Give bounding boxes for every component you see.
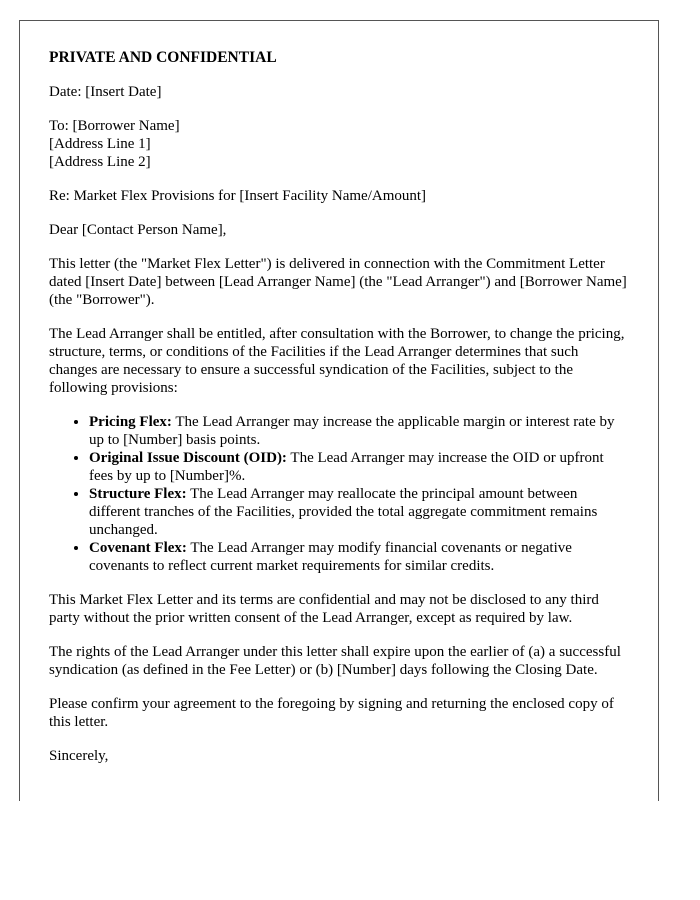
date-line: Date: [Insert Date]: [49, 84, 162, 100]
provisions-list: [49, 413, 629, 575]
provision-text: The Lead Arranger may modify financial covenants or negative covenants to reflect current market requirements for similar credits.: [89, 540, 572, 574]
recipient-block: [49, 117, 629, 171]
salutation: Dear [Contact Person Name],: [49, 222, 227, 238]
confidentiality-paragraph: This Market Flex Letter and its terms are confidential and may not be disclosed to any third party without the prior written consent of the Lead Arranger, except as required by law.: [49, 592, 599, 626]
confirmation-paragraph: Please confirm your agreement to the foregoing by signing and returning the enclosed copy of this letter.: [49, 696, 614, 730]
closing-line: Sincerely,: [49, 748, 109, 764]
provision-text: The Lead Arranger may reallocate the principal amount between different tranches of the Facilities, provided the total aggregate commitment remains unchanged.: [89, 486, 598, 538]
provision-item-pricing: [89, 413, 629, 449]
provision-term: Covenant Flex:: [89, 540, 187, 556]
provision-item-covenant: [89, 539, 629, 575]
expiry-paragraph: The rights of the Lead Arranger under this letter shall expire upon the earlier of (a) a successful syndication (as defined in the Fee Letter) or (b) [Number] days following the Closing Date.: [49, 644, 621, 678]
provision-text: The Lead Arranger may increase the applicable margin or interest rate by up to [Number] basis points.: [89, 414, 615, 448]
address-line-1: [Address Line 1]: [49, 136, 151, 152]
provision-term: Structure Flex:: [89, 486, 187, 502]
letter-heading: PRIVATE AND CONFIDENTIAL: [49, 49, 277, 66]
letter-page: [19, 20, 659, 801]
provision-term: Pricing Flex:: [89, 414, 172, 430]
provision-item-structure: [89, 485, 629, 539]
address-line-2: [Address Line 2]: [49, 154, 151, 170]
provision-text: The Lead Arranger may increase the OID or upfront fees by up to [Number]%.: [89, 450, 604, 484]
provision-item-oid: [89, 449, 629, 485]
intro-paragraph: This letter (the "Market Flex Letter") is delivered in connection with the Commitment Letter dated [Insert Date] between [Lead Arranger Name] (the "Lead Arranger") and [Borrower Name] (the "Borrower").: [49, 256, 627, 308]
entitlement-paragraph: The Lead Arranger shall be entitled, after consultation with the Borrower, to change the pricing, structure, terms, or conditions of the Facilities if the Lead Arranger determines that such changes are necessary to ensure a successful syndication of the Facilities, subject to the following provisions:: [49, 326, 625, 396]
subject-line: Re: Market Flex Provisions for [Insert Facility Name/Amount]: [49, 188, 427, 204]
provision-term: Original Issue Discount (OID):: [89, 450, 287, 466]
recipient-name: To: [Borrower Name]: [49, 118, 180, 134]
